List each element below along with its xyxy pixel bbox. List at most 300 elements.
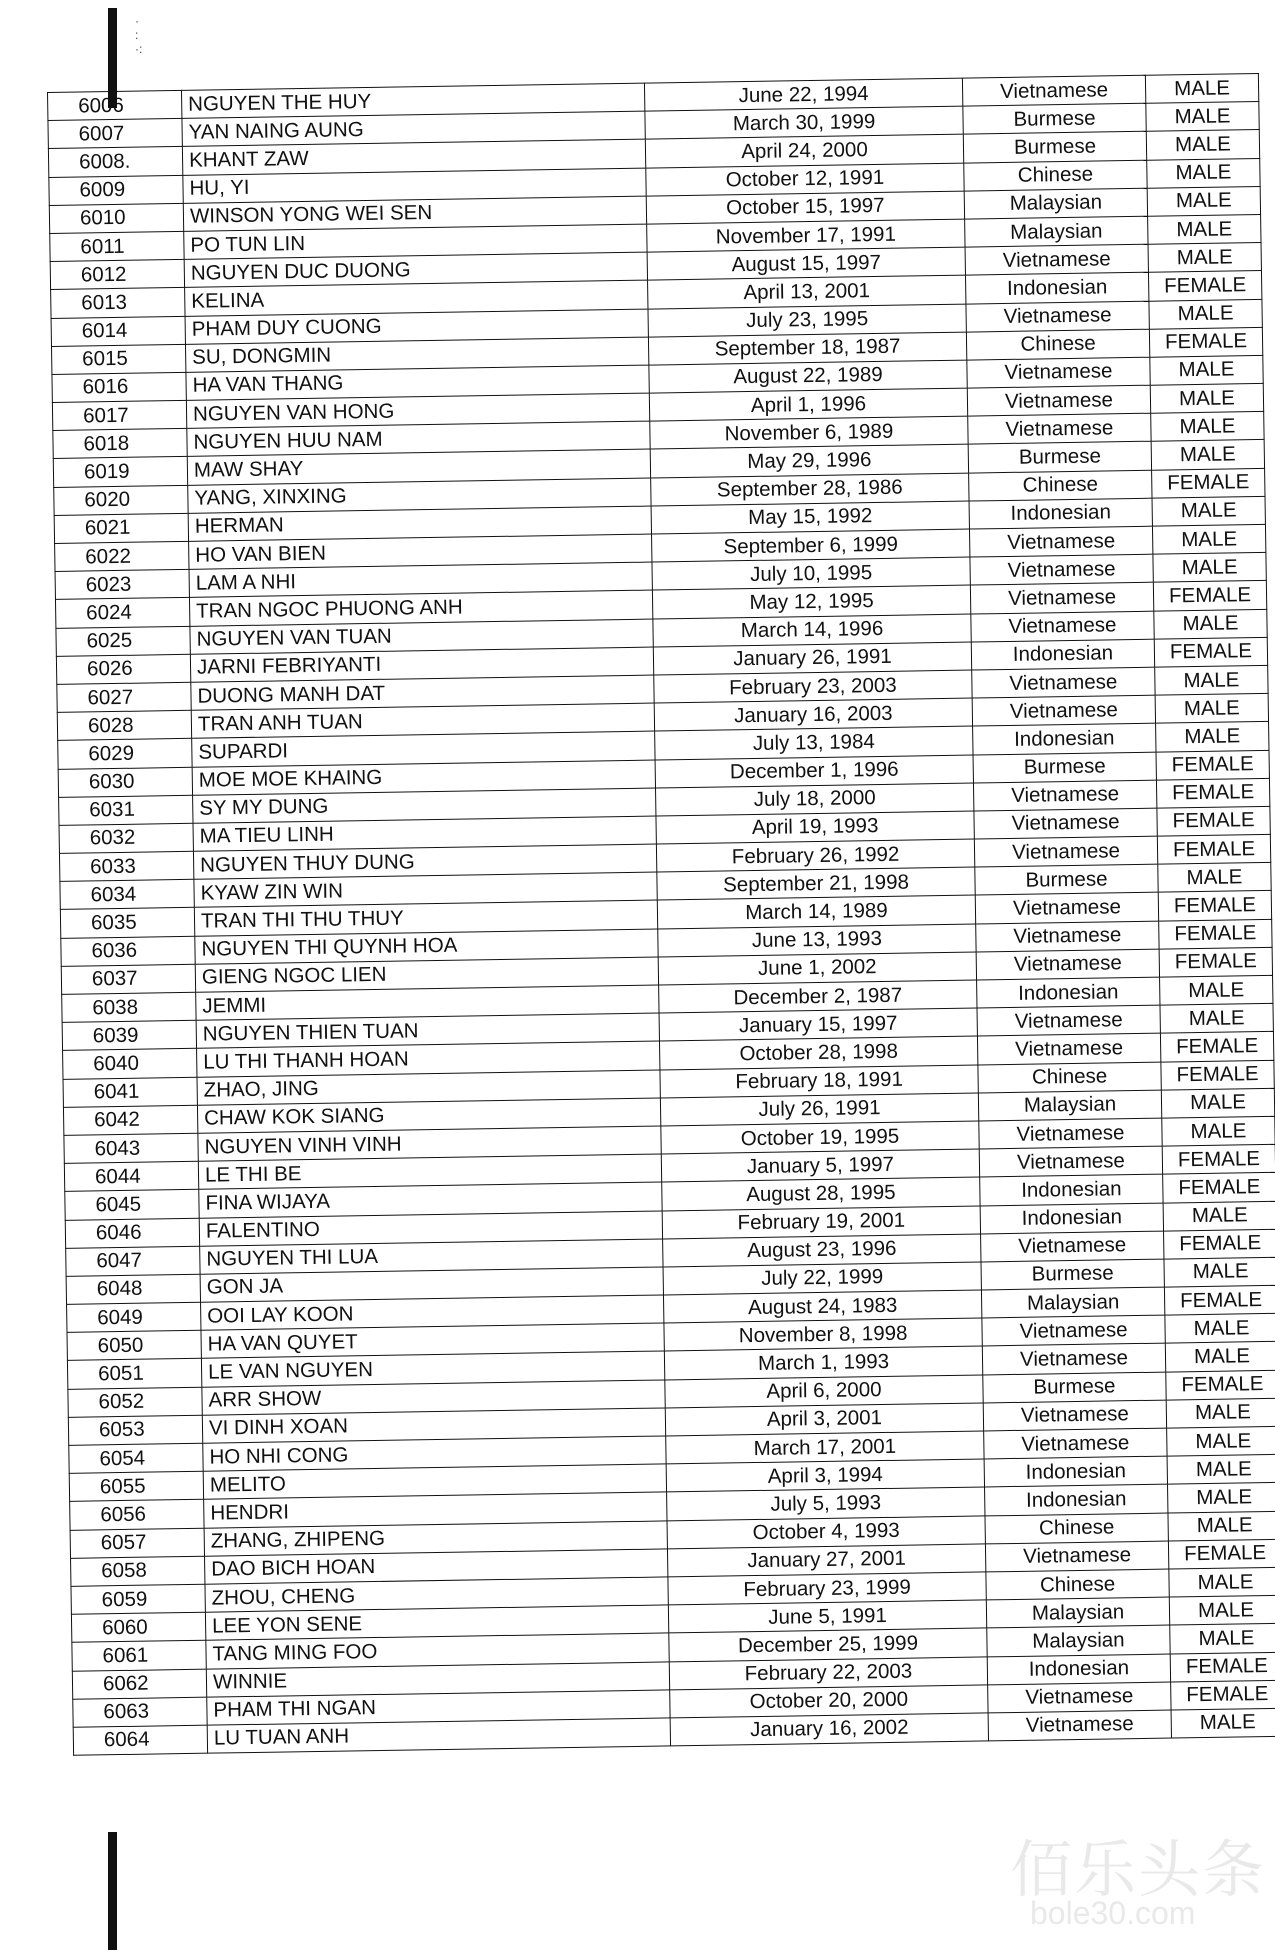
record-id-cell: 6042	[63, 1105, 197, 1135]
gender-cell: FEMALE	[1163, 1173, 1275, 1203]
nationality-cell: Vietnamese	[979, 1118, 1162, 1149]
person-name-cell: WINSON YONG WEI SEN	[183, 196, 646, 231]
date-of-birth-cell: September 28, 1986	[651, 473, 969, 506]
record-id-cell: 6040	[63, 1049, 197, 1079]
person-name-cell: NGUYEN HUU NAM	[187, 421, 650, 456]
date-of-birth-cell: April 13, 2001	[648, 275, 966, 308]
nationality-cell: Vietnamese	[982, 1315, 1165, 1346]
date-of-birth-cell: August 23, 1996	[663, 1234, 981, 1267]
record-id-cell: 6021	[54, 513, 188, 543]
record-id-cell: 6006	[48, 90, 182, 120]
gender-cell: MALE	[1163, 1201, 1275, 1231]
record-id-cell: 6036	[61, 936, 195, 966]
record-id-cell: 6020	[54, 485, 188, 515]
person-name-cell: OOI LAY KOON	[201, 1295, 664, 1330]
record-id-cell: 6011	[50, 231, 184, 261]
date-of-birth-cell: December 25, 1999	[669, 1628, 987, 1661]
nationality-cell: Indonesian	[977, 977, 1160, 1008]
date-of-birth-cell: January 16, 2002	[670, 1713, 988, 1746]
record-id-cell: 6041	[63, 1077, 197, 1107]
nationality-cell: Vietnamese	[984, 1428, 1167, 1459]
gender-cell: FEMALE	[1170, 1652, 1275, 1682]
date-of-birth-cell: June 1, 2002	[658, 952, 976, 985]
nationality-cell: Vietnamese	[972, 695, 1155, 726]
record-id-cell: 6064	[73, 1725, 207, 1755]
record-id-cell: 6055	[69, 1471, 203, 1501]
nationality-cell: Chinese	[966, 329, 1149, 360]
gender-cell: FEMALE	[1164, 1285, 1275, 1315]
record-id-cell: 6015	[51, 344, 185, 374]
date-of-birth-cell: October 15, 1997	[646, 191, 964, 224]
gender-cell: FEMALE	[1162, 1144, 1275, 1174]
record-id-cell: 6038	[62, 992, 196, 1022]
gender-cell: MALE	[1146, 130, 1259, 160]
record-id-cell: 6047	[66, 1246, 200, 1276]
record-id-cell: 6017	[52, 400, 186, 430]
record-id-cell: 6028	[57, 710, 191, 740]
record-id-cell: 6013	[51, 288, 185, 318]
gender-cell: MALE	[1167, 1426, 1275, 1456]
person-name-cell: GON JA	[200, 1267, 663, 1302]
gender-cell: MALE	[1155, 665, 1268, 695]
date-of-birth-cell: October 28, 1998	[659, 1036, 977, 1069]
nationality-cell: Vietnamese	[974, 808, 1157, 839]
nationality-cell: Vietnamese	[974, 836, 1157, 867]
record-id-cell: 6014	[51, 316, 185, 346]
person-name-cell: NGUYEN VINH VINH	[198, 1126, 661, 1161]
date-of-birth-cell: July 22, 1999	[663, 1262, 981, 1295]
person-name-cell: TRAN ANH TUAN	[191, 703, 654, 738]
gender-cell: MALE	[1165, 1314, 1275, 1344]
nationality-cell: Chinese	[986, 1569, 1169, 1600]
date-of-birth-cell: February 18, 1991	[660, 1065, 978, 1098]
nationality-cell: Chinese	[964, 160, 1147, 191]
date-of-birth-cell: June 22, 1994	[644, 78, 962, 111]
person-name-cell: HU, YI	[183, 168, 646, 203]
gender-cell: MALE	[1168, 1511, 1275, 1541]
person-name-cell: HENDRI	[204, 1492, 667, 1527]
nationality-cell: Burmese	[983, 1372, 1166, 1403]
gender-cell: MALE	[1167, 1454, 1275, 1484]
record-id-cell: 6059	[71, 1584, 205, 1614]
person-name-cell: NGUYEN THUY DUNG	[193, 844, 656, 879]
gender-cell: FEMALE	[1148, 271, 1261, 301]
date-of-birth-cell: September 21, 1998	[657, 867, 975, 900]
gender-cell: FEMALE	[1157, 834, 1270, 864]
record-id-cell: 6027	[57, 682, 191, 712]
record-id-cell: 6032	[59, 823, 193, 853]
person-name-cell: FINA WIJAYA	[199, 1182, 662, 1217]
records-table	[47, 73, 1275, 1756]
date-of-birth-cell: July 10, 1995	[652, 557, 970, 590]
person-name-cell: YANG, XINXING	[188, 478, 651, 513]
date-of-birth-cell: July 26, 1991	[660, 1093, 978, 1126]
record-id-cell: 6046	[65, 1218, 199, 1248]
nationality-cell: Vietnamese	[972, 667, 1155, 698]
nationality-cell: Indonesian	[984, 1456, 1167, 1487]
gender-cell: FEMALE	[1152, 468, 1265, 498]
nationality-cell: Vietnamese	[967, 357, 1150, 388]
nationality-cell: Chinese	[985, 1513, 1168, 1544]
scan-specks: · : ·:	[135, 14, 143, 56]
date-of-birth-cell: July 13, 1984	[655, 726, 973, 759]
person-name-cell: NGUYEN VAN TUAN	[190, 619, 653, 654]
nationality-cell: Indonesian	[987, 1654, 1170, 1685]
gender-cell: MALE	[1152, 524, 1265, 554]
record-id-cell: 6037	[61, 964, 195, 994]
gender-cell: MALE	[1145, 73, 1258, 103]
person-name-cell: NGUYEN THI LUA	[200, 1239, 663, 1274]
nationality-cell: Vietnamese	[973, 780, 1156, 811]
person-name-cell: TRAN THI THU THUY	[194, 900, 657, 935]
gender-cell: MALE	[1150, 355, 1263, 385]
gender-cell: FEMALE	[1161, 1060, 1274, 1090]
record-id-cell: 6035	[60, 908, 194, 938]
gender-cell: FEMALE	[1160, 1032, 1273, 1062]
record-id-cell: 6050	[67, 1330, 201, 1360]
person-name-cell: NGUYEN VAN HONG	[186, 393, 649, 428]
nationality-cell: Vietnamese	[976, 949, 1159, 980]
person-name-cell: YAN NAING AUNG	[182, 111, 645, 146]
gender-cell: MALE	[1169, 1595, 1275, 1625]
gender-cell: FEMALE	[1157, 806, 1270, 836]
person-name-cell: HERMAN	[188, 506, 651, 541]
record-id-cell: 6010	[49, 203, 183, 233]
gender-cell: FEMALE	[1158, 891, 1271, 921]
nationality-cell: Chinese	[969, 470, 1152, 501]
date-of-birth-cell: November 17, 1991	[647, 219, 965, 252]
date-of-birth-cell: August 24, 1983	[663, 1290, 981, 1323]
gender-cell: MALE	[1171, 1708, 1275, 1738]
person-name-cell: LU TUAN ANH	[207, 1718, 670, 1753]
person-name-cell: LEE YON SENE	[205, 1605, 668, 1640]
date-of-birth-cell: February 22, 2003	[669, 1656, 987, 1689]
person-name-cell: NGUYEN DUC DUONG	[184, 252, 647, 287]
date-of-birth-cell: February 19, 2001	[662, 1205, 980, 1238]
date-of-birth-cell: November 8, 1998	[664, 1318, 982, 1351]
gender-cell: MALE	[1153, 553, 1266, 583]
nationality-cell: Vietnamese	[977, 1005, 1160, 1036]
person-name-cell: VI DINH XOAN	[202, 1408, 665, 1443]
nationality-cell: Indonesian	[965, 273, 1148, 304]
nationality-cell: Indonesian	[973, 723, 1156, 754]
person-name-cell: PO TUN LIN	[184, 224, 647, 259]
nationality-cell: Vietnamese	[968, 413, 1151, 444]
record-id-cell: 6063	[73, 1697, 207, 1727]
record-id-cell: 6023	[55, 570, 189, 600]
person-name-cell: MA TIEU LINH	[193, 816, 656, 851]
date-of-birth-cell: July 18, 2000	[656, 783, 974, 816]
date-of-birth-cell: April 3, 1994	[666, 1459, 984, 1492]
nationality-cell: Malaysian	[978, 1090, 1161, 1121]
date-of-birth-cell: January 5, 1997	[661, 1149, 979, 1182]
gender-cell: MALE	[1168, 1483, 1275, 1513]
record-id-cell: 6024	[55, 598, 189, 628]
person-name-cell: ZHANG, ZHIPENG	[204, 1521, 667, 1556]
gender-cell: MALE	[1146, 102, 1259, 132]
gender-cell: FEMALE	[1171, 1680, 1275, 1710]
person-name-cell: LE VAN NGUYEN	[201, 1351, 664, 1386]
date-of-birth-cell: October 12, 1991	[646, 163, 964, 196]
gender-cell: MALE	[1160, 1004, 1273, 1034]
gender-cell: MALE	[1149, 299, 1262, 329]
nationality-cell: Malaysian	[964, 188, 1147, 219]
gender-cell: FEMALE	[1159, 947, 1272, 977]
nationality-cell: Vietnamese	[985, 1541, 1168, 1572]
nationality-cell: Vietnamese	[969, 526, 1152, 557]
record-id-cell: 6043	[64, 1133, 198, 1163]
record-id-cell: 6049	[67, 1302, 201, 1332]
record-id-cell: 6033	[59, 851, 193, 881]
date-of-birth-cell: September 18, 1987	[648, 332, 966, 365]
gender-cell: MALE	[1162, 1116, 1275, 1146]
record-id-cell: 6061	[72, 1641, 206, 1671]
nationality-cell: Vietnamese	[977, 1034, 1160, 1065]
gender-cell: MALE	[1156, 722, 1269, 752]
nationality-cell: Burmese	[973, 752, 1156, 783]
person-name-cell: LE THI BE	[198, 1154, 661, 1189]
date-of-birth-cell: May 15, 1992	[651, 501, 969, 534]
person-name-cell: MAW SHAY	[187, 450, 650, 485]
nationality-cell: Vietnamese	[982, 1344, 1165, 1375]
record-id-cell: 6018	[53, 429, 187, 459]
record-id-cell: 6031	[59, 795, 193, 825]
gender-cell: FEMALE	[1166, 1370, 1275, 1400]
record-id-cell: 6044	[64, 1161, 198, 1191]
nationality-cell: Indonesian	[969, 498, 1152, 529]
person-name-cell: KHANT ZAW	[182, 139, 645, 174]
date-of-birth-cell: January 16, 2003	[654, 698, 972, 731]
gender-cell: MALE	[1158, 863, 1271, 893]
watermark-logo: 佰乐头条	[1010, 1836, 1267, 1905]
nationality-cell: Indonesian	[980, 1203, 1163, 1234]
gender-cell: MALE	[1161, 1088, 1274, 1118]
nationality-cell: Vietnamese	[981, 1231, 1164, 1262]
record-id-cell: 6052	[68, 1387, 202, 1417]
nationality-cell: Vietnamese	[975, 893, 1158, 924]
person-name-cell: NGUYEN THI QUYNH HOA	[195, 929, 658, 964]
gender-cell: MALE	[1164, 1257, 1275, 1287]
record-id-cell: 6009	[49, 175, 183, 205]
date-of-birth-cell: December 1, 1996	[655, 755, 973, 788]
record-id-cell: 6051	[67, 1359, 201, 1389]
person-name-cell: TANG MING FOO	[206, 1633, 669, 1668]
watermark-url: bole30.com	[1030, 1895, 1196, 1931]
record-id-cell: 6057	[70, 1528, 204, 1558]
gender-cell: FEMALE	[1153, 581, 1266, 611]
gender-cell: MALE	[1165, 1342, 1275, 1372]
record-id-cell: 6034	[60, 880, 194, 910]
gender-cell: FEMALE	[1168, 1539, 1275, 1569]
record-sheet	[47, 74, 1269, 1810]
gender-cell: FEMALE	[1156, 778, 1269, 808]
record-id-cell: 6007	[48, 119, 182, 149]
date-of-birth-cell: May 29, 1996	[650, 445, 968, 478]
nationality-cell: Burmese	[968, 442, 1151, 473]
nationality-cell: Vietnamese	[967, 385, 1150, 416]
person-name-cell: ZHOU, CHENG	[205, 1577, 668, 1612]
date-of-birth-cell: February 23, 1999	[668, 1572, 986, 1605]
date-of-birth-cell: June 5, 1991	[668, 1600, 986, 1633]
person-name-cell: KYAW ZIN WIN	[194, 872, 657, 907]
gender-cell: MALE	[1150, 383, 1263, 413]
gender-cell: MALE	[1151, 412, 1264, 442]
nationality-cell: Indonesian	[971, 639, 1154, 670]
date-of-birth-cell: March 17, 2001	[666, 1431, 984, 1464]
nationality-cell: Vietnamese	[966, 301, 1149, 332]
nationality-cell: Burmese	[963, 103, 1146, 134]
record-id-cell: 6016	[52, 372, 186, 402]
nationality-cell: Vietnamese	[962, 75, 1145, 106]
nationality-cell: Vietnamese	[971, 611, 1154, 642]
date-of-birth-cell: October 20, 2000	[670, 1685, 988, 1718]
person-name-cell: MELITO	[203, 1464, 666, 1499]
nationality-cell: Burmese	[981, 1259, 1164, 1290]
person-name-cell: NGUYEN THIEN TUAN	[196, 1013, 659, 1048]
record-id-cell: 6048	[66, 1274, 200, 1304]
person-name-cell: DUONG MANH DAT	[191, 675, 654, 710]
person-name-cell: SY MY DUNG	[193, 788, 656, 823]
record-id-cell: 6058	[71, 1556, 205, 1586]
person-name-cell: HO VAN BIEN	[189, 534, 652, 569]
nationality-cell: Chinese	[978, 1062, 1161, 1093]
date-of-birth-cell: January 15, 1997	[659, 1008, 977, 1041]
person-name-cell: TRAN NGOC PHUONG ANH	[189, 590, 652, 625]
person-name-cell: PHAM DUY CUONG	[185, 309, 648, 344]
nationality-cell: Vietnamese	[988, 1710, 1171, 1741]
person-name-cell: ARR SHOW	[202, 1380, 665, 1415]
gender-cell: MALE	[1155, 694, 1268, 724]
person-name-cell: KELINA	[185, 280, 648, 315]
gender-cell: MALE	[1160, 975, 1273, 1005]
date-of-birth-cell: November 6, 1989	[650, 416, 968, 449]
nationality-cell: Malaysian	[987, 1625, 1170, 1656]
date-of-birth-cell: April 6, 2000	[665, 1375, 983, 1408]
record-id-cell: 6053	[68, 1415, 202, 1445]
nationality-cell: Burmese	[963, 132, 1146, 163]
date-of-birth-cell: March 30, 1999	[645, 106, 963, 139]
person-name-cell: SU, DONGMIN	[185, 337, 648, 372]
person-name-cell: GIENG NGOC LIEN	[195, 957, 658, 992]
record-id-cell: 6060	[71, 1612, 205, 1642]
person-name-cell: LU THI THANH HOAN	[197, 1041, 660, 1076]
gender-cell: MALE	[1148, 214, 1261, 244]
record-id-cell: 6025	[56, 626, 190, 656]
nationality-cell: Vietnamese	[970, 583, 1153, 614]
nationality-cell: Indonesian	[985, 1484, 1168, 1515]
gender-cell: MALE	[1166, 1398, 1275, 1428]
date-of-birth-cell: August 28, 1995	[662, 1177, 980, 1210]
date-of-birth-cell: April 3, 2001	[665, 1403, 983, 1436]
record-id-cell: 6054	[69, 1443, 203, 1473]
gender-cell: MALE	[1152, 496, 1265, 526]
date-of-birth-cell: August 15, 1997	[647, 247, 965, 280]
date-of-birth-cell: May 12, 1995	[652, 585, 970, 618]
date-of-birth-cell: September 6, 1999	[652, 529, 970, 562]
record-id-cell: 6022	[55, 541, 189, 571]
date-of-birth-cell: June 13, 1993	[658, 924, 976, 957]
person-name-cell: ZHAO, JING	[197, 1070, 660, 1105]
nationality-cell: Indonesian	[980, 1174, 1163, 1205]
record-id-cell: 6030	[58, 767, 192, 797]
person-name-cell: LAM A NHI	[189, 562, 652, 597]
person-name-cell: HA VAN QUYET	[201, 1323, 664, 1358]
gender-cell: MALE	[1148, 243, 1261, 273]
gender-cell: MALE	[1170, 1624, 1275, 1654]
record-id-cell: 6019	[53, 457, 187, 487]
date-of-birth-cell: July 23, 1995	[648, 304, 966, 337]
person-name-cell: PHAM THI NGAN	[207, 1690, 670, 1725]
person-name-cell: JARNI FEBRIYANTI	[190, 647, 653, 682]
record-id-cell: 6045	[65, 1190, 199, 1220]
date-of-birth-cell: October 19, 1995	[661, 1121, 979, 1154]
gender-cell: FEMALE	[1149, 327, 1262, 357]
record-id-cell: 6026	[56, 654, 190, 684]
nationality-cell: Vietnamese	[979, 1146, 1162, 1177]
nationality-cell: Vietnamese	[965, 244, 1148, 275]
binder-mark-bottom	[108, 1832, 117, 1950]
gender-cell: MALE	[1169, 1567, 1275, 1597]
person-name-cell: SUPARDI	[192, 731, 655, 766]
gender-cell: FEMALE	[1159, 919, 1272, 949]
record-id-cell: 6012	[50, 259, 184, 289]
person-name-cell: CHAW KOK SIANG	[197, 1098, 660, 1133]
record-id-cell: 6008.	[48, 147, 182, 177]
gender-cell: MALE	[1147, 158, 1260, 188]
date-of-birth-cell: February 23, 2003	[654, 670, 972, 703]
date-of-birth-cell: April 24, 2000	[645, 134, 963, 167]
date-of-birth-cell: December 2, 1987	[659, 980, 977, 1013]
person-name-cell: NGUYEN THE HUY	[181, 83, 644, 118]
date-of-birth-cell: April 1, 1996	[649, 388, 967, 421]
date-of-birth-cell: July 5, 1993	[667, 1487, 985, 1520]
gender-cell: FEMALE	[1164, 1229, 1275, 1259]
gender-cell: MALE	[1154, 609, 1267, 639]
gender-cell: MALE	[1151, 440, 1264, 470]
record-id-cell: 6029	[58, 739, 192, 769]
record-id-cell: 6062	[72, 1669, 206, 1699]
person-name-cell: MOE MOE KHAING	[192, 760, 655, 795]
record-id-cell: 6039	[62, 1020, 196, 1050]
nationality-cell: Malaysian	[981, 1287, 1164, 1318]
nationality-cell: Vietnamese	[983, 1400, 1166, 1431]
nationality-cell: Vietnamese	[988, 1682, 1171, 1713]
gender-cell: FEMALE	[1154, 637, 1267, 667]
date-of-birth-cell: March 14, 1989	[657, 895, 975, 928]
record-id-cell: 6056	[70, 1500, 204, 1530]
person-name-cell: HO NHI CONG	[203, 1436, 666, 1471]
gender-cell: FEMALE	[1156, 750, 1269, 780]
person-name-cell: WINNIE	[206, 1661, 669, 1696]
person-name-cell: HA VAN THANG	[186, 365, 649, 400]
person-name-cell: DAO BICH HOAN	[205, 1549, 668, 1584]
date-of-birth-cell: October 4, 1993	[667, 1516, 985, 1549]
person-name-cell: FALENTINO	[199, 1210, 662, 1245]
person-name-cell: JEMMI	[196, 985, 659, 1020]
date-of-birth-cell: February 26, 1992	[656, 839, 974, 872]
date-of-birth-cell: March 14, 1996	[653, 614, 971, 647]
nationality-cell: Vietnamese	[976, 921, 1159, 952]
nationality-cell: Vietnamese	[970, 554, 1153, 585]
date-of-birth-cell: August 22, 1989	[649, 360, 967, 393]
date-of-birth-cell: April 19, 1993	[656, 811, 974, 844]
gender-cell: MALE	[1147, 186, 1260, 216]
date-of-birth-cell: March 1, 1993	[664, 1346, 982, 1379]
nationality-cell: Malaysian	[965, 216, 1148, 247]
nationality-cell: Malaysian	[986, 1597, 1169, 1628]
date-of-birth-cell: January 27, 2001	[667, 1544, 985, 1577]
nationality-cell: Burmese	[975, 864, 1158, 895]
